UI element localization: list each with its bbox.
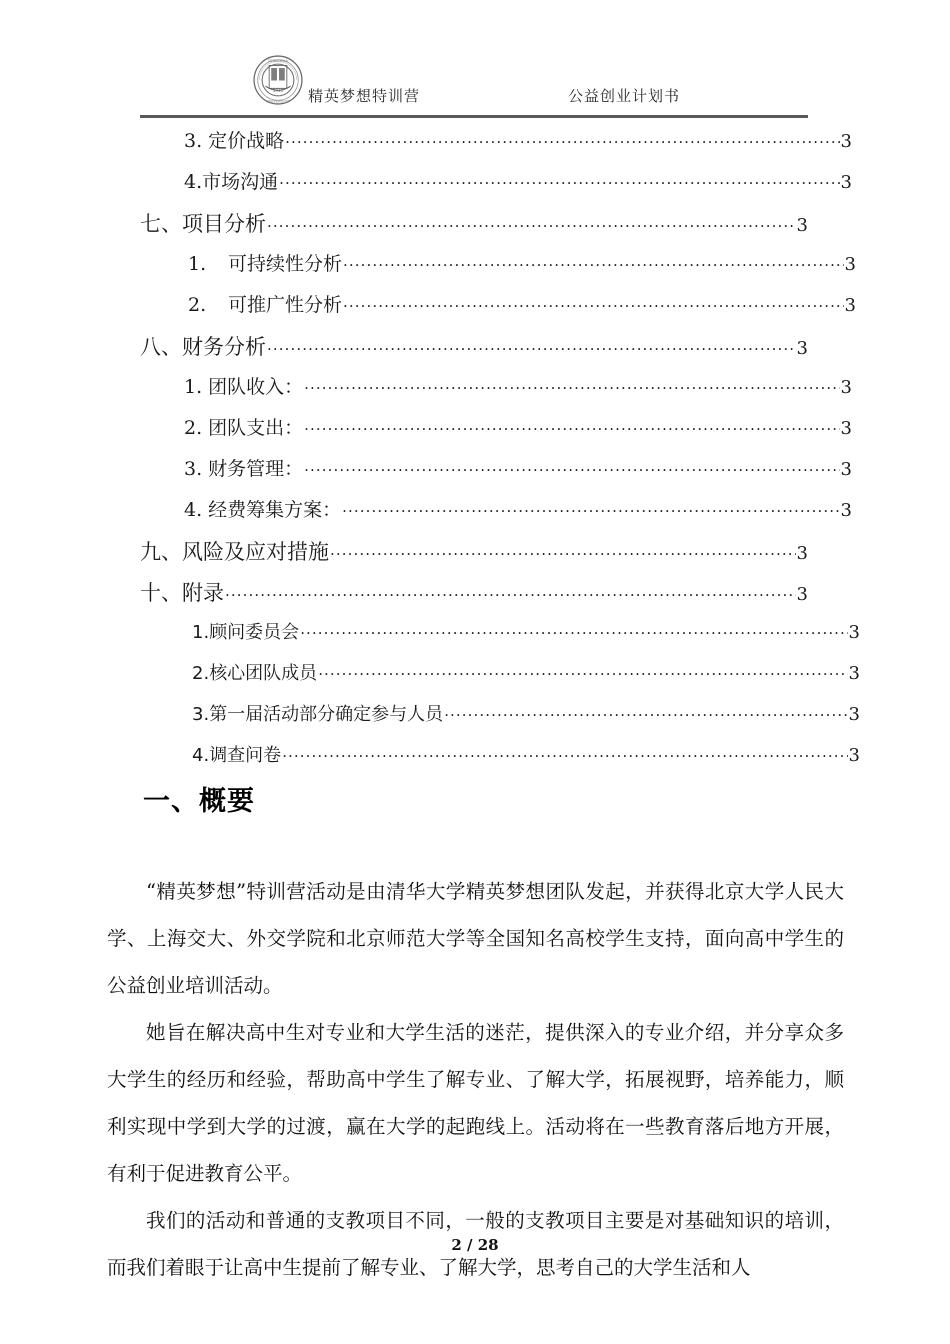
toc-entry-page: 3 <box>840 377 852 398</box>
tsinghua-seal-icon <box>252 54 304 106</box>
toc-dot-leader <box>285 128 839 147</box>
toc-dot-leader <box>225 579 796 600</box>
toc-entry-page: 3 <box>840 418 852 439</box>
toc-dot-leader <box>444 702 847 720</box>
toc-entry-page: 3 <box>848 663 860 684</box>
toc-entry-title: 团队支出： <box>208 417 304 439</box>
toc-entry[interactable] <box>140 536 808 577</box>
table-of-contents <box>140 126 860 782</box>
toc-entry[interactable] <box>140 208 808 249</box>
toc-entry-title: 可持续性分析 <box>228 253 343 275</box>
toc-entry-number: 4. <box>184 499 203 521</box>
toc-entry-title: 项目分析 <box>182 212 266 236</box>
toc-entry-number: 九、 <box>140 540 182 564</box>
toc-entry-page: 3 <box>848 745 860 766</box>
toc-dot-leader <box>282 743 847 761</box>
toc-entry-title: 经费筹集方案： <box>208 499 342 521</box>
toc-entry-title: 财务分析 <box>182 335 266 359</box>
toc-entry[interactable] <box>140 167 852 208</box>
body-paragraph: 她旨在解决高中生对专业和大学生活的迷茫，提供深入的专业介绍，并分享众多大学生的经历和经验，帮助高中学生了解专业、了解大学，拓展视野，培养能力，顺利实现中学到大学的过渡，赢在大学的起跑线上。活动将在一些教育落后地方开展，有利于促进教育公平。 <box>107 1021 844 1185</box>
toc-entry-title: 市场沟通 <box>202 171 279 193</box>
page-footer-number: 2 / 28 <box>451 1236 499 1254</box>
toc-entry-number: 1. <box>192 622 210 643</box>
toc-entry-number: 八、 <box>140 335 182 359</box>
toc-entry-title: 顾问委员会 <box>209 622 300 643</box>
toc-entry[interactable] <box>140 741 860 782</box>
toc-entry-title: 团队收入： <box>208 376 304 398</box>
toc-entry-number: 2. <box>188 294 207 316</box>
toc-entry-number: 2. <box>192 663 210 684</box>
page-header <box>140 58 808 112</box>
toc-entry-number: 3. <box>192 704 210 725</box>
toc-entry-page: 3 <box>796 584 808 605</box>
toc-entry-page: 3 <box>796 338 808 359</box>
toc-entry-page: 3 <box>848 622 860 643</box>
toc-entry[interactable] <box>140 249 856 290</box>
toc-entry-title: 可推广性分析 <box>228 294 343 316</box>
svg-text:UNIVERSITY: UNIVERSITY <box>266 99 290 104</box>
toc-entry-number: 十、 <box>140 581 182 605</box>
toc-entry-page: 3 <box>840 131 852 152</box>
toc-entry-title: 第一届活动部分确定参与人员 <box>209 704 444 725</box>
toc-entry-page: 3 <box>840 172 852 193</box>
toc-entry-page: 3 <box>844 254 856 275</box>
toc-entry[interactable] <box>140 577 808 618</box>
toc-dot-leader <box>300 620 847 638</box>
toc-entry-number: 2. <box>184 417 203 439</box>
toc-dot-leader <box>304 374 839 393</box>
page-title: 一、概要 <box>143 786 255 817</box>
toc-entry-page: 3 <box>840 459 852 480</box>
toc-entry-title: 财务管理： <box>208 458 304 480</box>
toc-dot-leader <box>304 415 839 434</box>
header-divider <box>140 115 808 118</box>
toc-dot-leader <box>343 292 844 311</box>
toc-entry[interactable] <box>140 372 852 413</box>
toc-dot-leader <box>279 169 839 188</box>
toc-dot-leader <box>342 497 839 516</box>
header-left-title: 精英梦想特训营 <box>308 87 421 105</box>
toc-entry[interactable] <box>140 495 852 536</box>
toc-entry-number: 七、 <box>140 212 182 236</box>
toc-entry-number: 4. <box>192 745 210 766</box>
toc-entry-page: 3 <box>796 543 808 564</box>
toc-entry-title: 风险及应对措施 <box>182 540 329 564</box>
toc-entry[interactable] <box>140 454 852 495</box>
toc-entry-title: 核心团队成员 <box>209 663 318 684</box>
toc-dot-leader <box>267 333 796 354</box>
toc-entry[interactable] <box>140 331 808 372</box>
toc-entry[interactable] <box>140 413 852 454</box>
toc-entry[interactable] <box>140 659 860 700</box>
toc-entry[interactable] <box>140 700 860 741</box>
toc-dot-leader <box>267 210 796 231</box>
svg-text:TSINGHUA: TSINGHUA <box>267 58 289 63</box>
toc-entry-title: 定价战略 <box>208 130 285 152</box>
body-paragraph: 我们的活动和普通的支教项目不同，一般的支教项目主要是对基础知识的培训，而我们着眼于让高中生提前了解专业、了解大学，思考自己的大学生活和人 <box>107 1209 844 1279</box>
toc-entry-page: 3 <box>840 500 852 521</box>
toc-entry[interactable] <box>140 618 860 659</box>
toc-dot-leader <box>304 456 839 475</box>
toc-entry-number: 3. <box>184 130 203 152</box>
body-paragraph: “精英梦想”特训营活动是由清华大学精英梦想团队发起，并获得北京大学人民大学、上海交大、外交学院和北京师范大学等全国知名高校学生支持，面向高中学生的公益创业培训活动。 <box>107 880 844 997</box>
toc-entry-number: 1. <box>188 253 207 275</box>
toc-dot-leader <box>330 538 796 559</box>
toc-entry[interactable] <box>140 126 852 167</box>
toc-dot-leader <box>343 251 844 270</box>
toc-entry-title: 附录 <box>182 581 224 605</box>
body-content <box>107 868 844 1291</box>
toc-entry-title: 调查问卷 <box>209 745 282 766</box>
toc-entry[interactable] <box>140 290 856 331</box>
header-right-title: 公益创业计划书 <box>568 87 681 105</box>
toc-entry-number: 1. <box>184 376 203 398</box>
svg-text:1911: 1911 <box>272 87 284 93</box>
toc-entry-page: 3 <box>844 295 856 316</box>
toc-entry-number: 3. <box>184 458 203 480</box>
toc-dot-leader <box>318 661 847 679</box>
toc-entry-number: 4. <box>184 171 203 193</box>
toc-entry-page: 3 <box>796 215 808 236</box>
toc-entry-page: 3 <box>848 704 860 725</box>
